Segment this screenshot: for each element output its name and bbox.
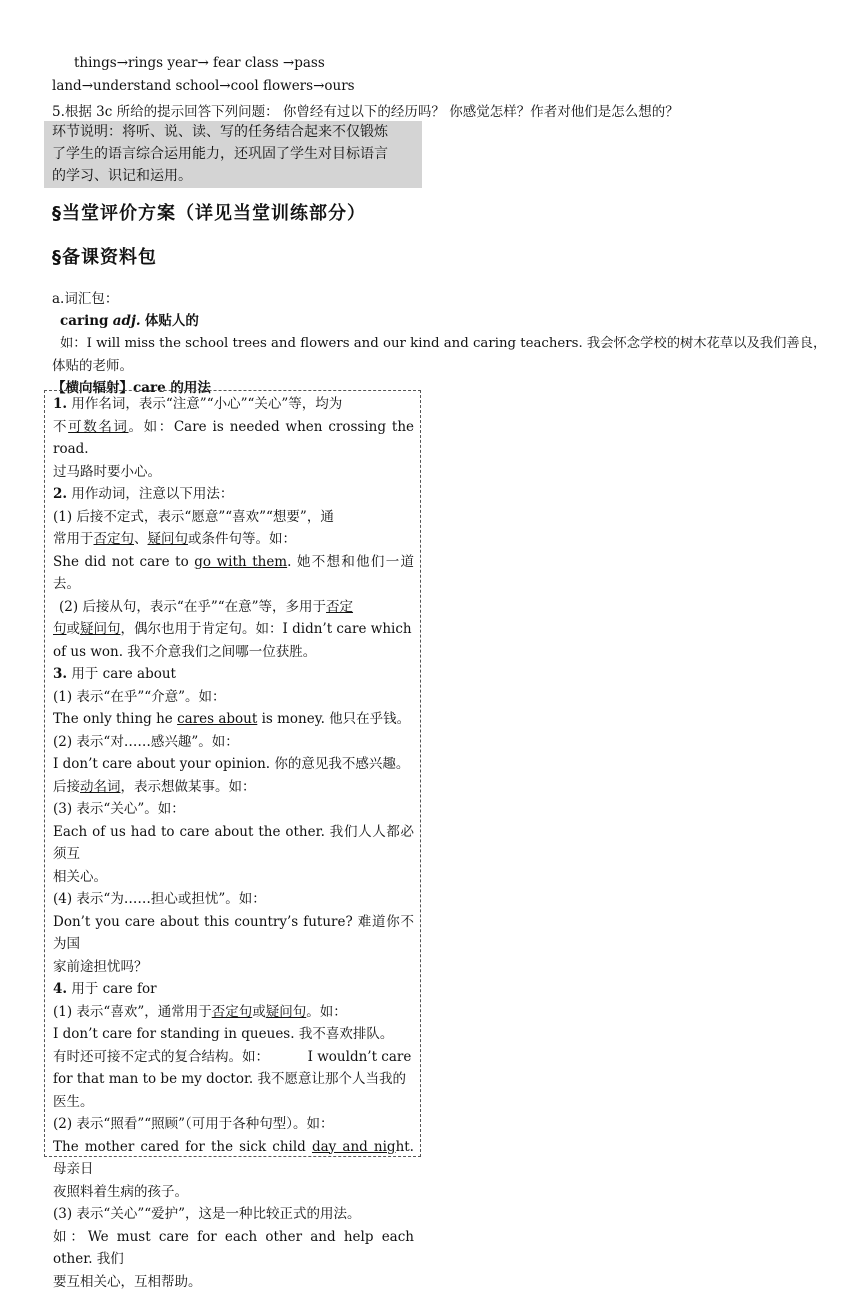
usage-line: 如：We must care for each other and help each other. 我们 bbox=[53, 1226, 414, 1271]
section-note bbox=[44, 121, 422, 188]
vocab-pos: adj. bbox=[113, 313, 141, 329]
usage-line: 后接动名词，表示想做某事。如： bbox=[53, 776, 414, 799]
note-line: 了学生的语言综合运用能力，还巩固了学生对目标语言 bbox=[44, 143, 422, 165]
vocab-meaning: 体贴人的 bbox=[145, 313, 199, 329]
usage-line: 常用于否定句、疑问句或条件句等。如： bbox=[53, 528, 414, 551]
usage-line: (4) 表示“为……担心或担忧”。如： bbox=[53, 888, 414, 911]
usage-line: (2) 后接从句，表示“在乎”“在意”等，多用于否定 bbox=[53, 596, 414, 619]
usage-line: I don’t care about your opinion. 你的意见我不感兴趣。 bbox=[53, 753, 414, 776]
usage-line: She did not care to go with them. 她不想和他们一道去。 bbox=[53, 551, 414, 596]
usage-line: (3) 表示“关心”“爱护”，这是一种比较正式的用法。 bbox=[53, 1203, 414, 1226]
usage-line: (1) 表示“在乎”“介意”。如： bbox=[53, 686, 414, 709]
note-line: 环节说明：将听、说、读、写的任务结合起来不仅锻炼 bbox=[44, 121, 422, 143]
usage-line: 2. 用作动词，注意以下用法： bbox=[53, 483, 414, 506]
usage-line: Don’t you care about this country’s future? 难道你不为国 bbox=[53, 911, 414, 956]
usage-line: 1. 用作名词，表示“注意”“小心”“关心”等，均为 bbox=[53, 393, 414, 416]
usage-line: 过马路时要小心。 bbox=[53, 461, 414, 484]
vocab-label: a.词汇包： bbox=[52, 287, 118, 307]
usage-line: (2) 表示“照看”“照顾”（可用于各种句型）。如： bbox=[53, 1113, 414, 1136]
usage-line: (1) 后接不定式，表示“愿意”“喜欢”“想要”，通 bbox=[53, 506, 414, 529]
word-pairs-line-2: land→understand school→cool flowers→ours bbox=[52, 78, 355, 94]
usage-line: The only thing he cares about is money. 他只在乎钱。 bbox=[53, 708, 414, 731]
heading-resources: §备课资料包 bbox=[52, 243, 157, 269]
usage-line: for that man to be my doctor. 我不愿意让那个人当我的 bbox=[53, 1068, 414, 1091]
note-line: 的学习、识记和运用。 bbox=[44, 165, 422, 187]
usage-line: I don’t care for standing in queues. 我不喜欢排队。 bbox=[53, 1023, 414, 1046]
heading-assessment: §当堂评价方案（详见当堂训练部分） bbox=[52, 199, 366, 225]
usage-line: Each of us had to care about the other. 我们人人都必须互 bbox=[53, 821, 414, 866]
usage-line: (1) 表示“喜欢”，通常用于否定句或疑问句。如： bbox=[53, 1001, 414, 1024]
usage-line: 3. 用于 care about bbox=[53, 663, 414, 686]
usage-line: The mother cared for the sick child day and night. 母亲日 bbox=[53, 1136, 414, 1181]
vocab-example-cont: 体贴的老师。 bbox=[52, 354, 133, 374]
usage-line: (3) 表示“关心”。如： bbox=[53, 798, 414, 821]
usage-line: 家前途担忧吗？ bbox=[53, 956, 414, 979]
usage-line: 4. 用于 care for bbox=[53, 978, 414, 1001]
care-usage-box bbox=[44, 390, 421, 1157]
usage-line: 不可数名词。如：Care is needed when crossing the road. bbox=[53, 416, 414, 461]
word-pairs-line-1: things→rings year→ fear class →pass bbox=[74, 55, 325, 71]
usage-line: 医生。 bbox=[53, 1091, 414, 1114]
usage-line: (2) 表示“对……感兴趣”。如： bbox=[53, 731, 414, 754]
usage-line: 相关心。 bbox=[53, 866, 414, 889]
vocab-entry bbox=[60, 309, 199, 329]
usage-line: 句或疑问句，偶尔也用于肯定句。如：I didn’t care which bbox=[53, 618, 414, 641]
vocab-word: caring bbox=[60, 313, 108, 329]
vocab-example: 如：I will miss the school trees and flowers and our kind and caring teachers. 我会怀念学校的树木花草以及我们善良， bbox=[60, 332, 826, 351]
radiate-title: 【横向辐射】care 的用法 bbox=[52, 376, 211, 396]
usage-line: 要互相关心，互相帮助。 bbox=[53, 1271, 414, 1293]
usage-line: 夜照料着生病的孩子。 bbox=[53, 1181, 414, 1204]
question-5: 5.根据 3c 所给的提示回答下列问题： 你曾经有过以下的经历吗？ 你感觉怎样？作者对他们是怎么想的？ bbox=[52, 100, 679, 120]
usage-line: 有时还可接不定式的复合结构。如： I wouldn’t care bbox=[53, 1046, 414, 1069]
usage-line: of us won. 我不介意我们之间哪一位获胜。 bbox=[53, 641, 414, 664]
